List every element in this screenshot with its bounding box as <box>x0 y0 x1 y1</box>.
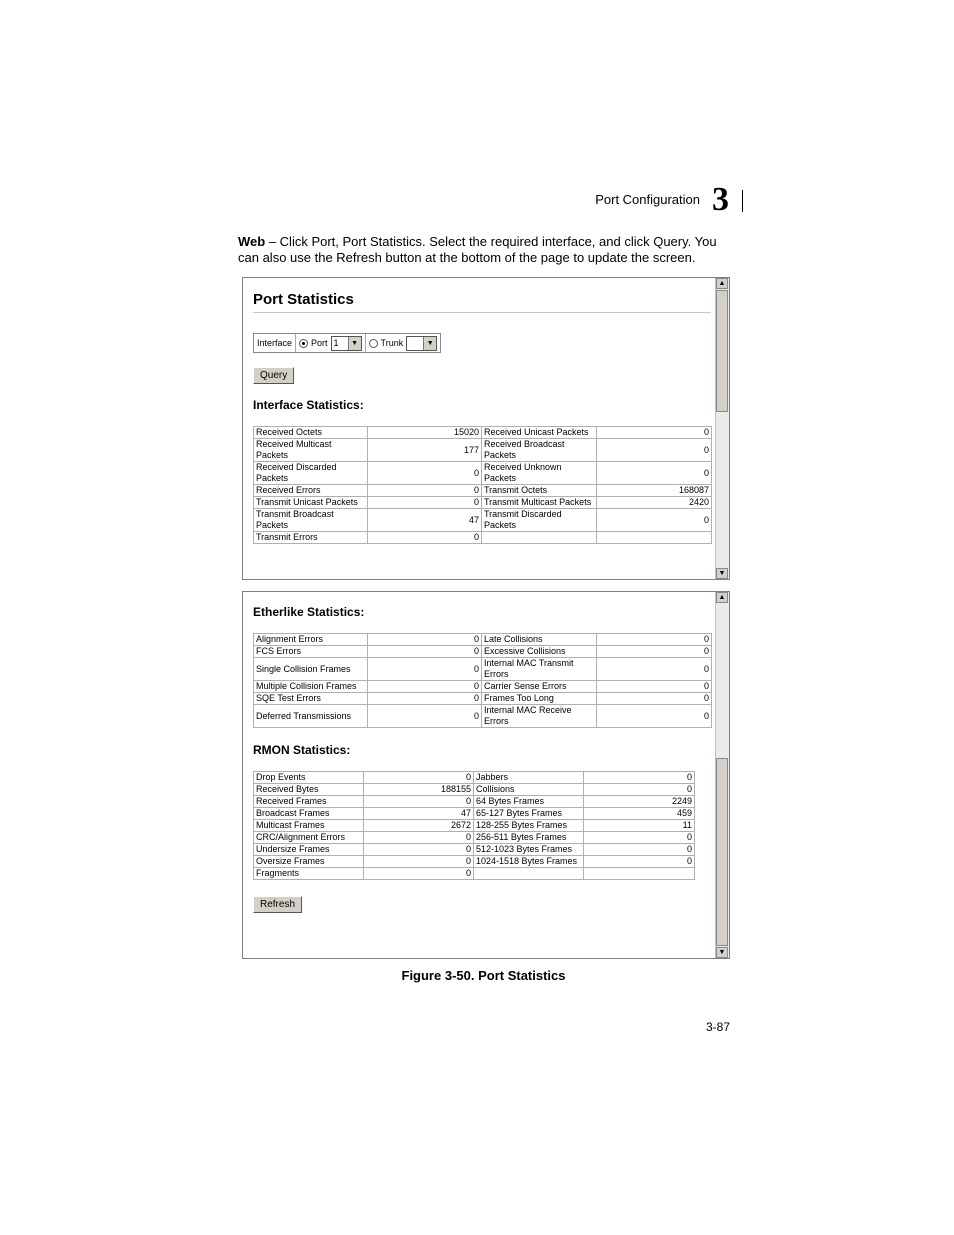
stat-label: Received Unicast Packets <box>482 427 597 439</box>
stat-value: 0 <box>597 681 712 693</box>
intro-paragraph <box>238 234 738 266</box>
stat-value: 0 <box>368 693 482 705</box>
stat-label: Alignment Errors <box>254 634 368 646</box>
stat-label: Received Unknown Packets <box>482 462 597 485</box>
stat-label: Transmit Unicast Packets <box>254 497 368 509</box>
stat-label: 512-1023 Bytes Frames <box>474 844 584 856</box>
interface-stat-row <box>254 509 712 532</box>
chapter-number: 3 <box>712 181 729 218</box>
stat-value: 2249 <box>584 796 695 808</box>
stat-label: Internal MAC Transmit Errors <box>482 658 597 681</box>
stat-label: Internal MAC Receive Errors <box>482 705 597 728</box>
chevron-down-icon: ▼ <box>423 337 436 350</box>
port-radio[interactable] <box>299 339 308 348</box>
stat-value: 2420 <box>597 497 712 509</box>
stat-label: 256-511 Bytes Frames <box>474 832 584 844</box>
stat-label: Transmit Octets <box>482 485 597 497</box>
scroll-down-arrow-icon[interactable]: ▼ <box>716 947 728 958</box>
stat-value: 0 <box>364 844 474 856</box>
stat-value: 0 <box>368 681 482 693</box>
stat-label: Multiple Collision Frames <box>254 681 368 693</box>
stat-label: Transmit Errors <box>254 532 368 544</box>
trunk-select-value <box>407 337 423 350</box>
running-header: Port Configuration <box>595 192 700 207</box>
scroll-thumb[interactable] <box>716 758 728 946</box>
page-number: 3-87 <box>705 1020 730 1034</box>
stat-label: Received Multicast Packets <box>254 439 368 462</box>
chevron-down-icon: ▼ <box>348 337 361 350</box>
stat-label: Late Collisions <box>482 634 597 646</box>
stat-value: 0 <box>368 497 482 509</box>
stat-value: 0 <box>368 646 482 658</box>
scroll-thumb[interactable] <box>716 290 728 412</box>
stat-label <box>482 532 597 544</box>
stat-label: 65-127 Bytes Frames <box>474 808 584 820</box>
stat-label: Received Broadcast Packets <box>482 439 597 462</box>
stat-label: Single Collision Frames <box>254 658 368 681</box>
etherlike-statistics-title: Etherlike Statistics: <box>253 605 365 619</box>
stat-label: Frames Too Long <box>482 693 597 705</box>
stat-value: 168087 <box>597 485 712 497</box>
interface-statistics-title: Interface Statistics: <box>253 398 364 412</box>
port-statistics-panel-bottom <box>242 591 730 959</box>
scroll-up-arrow-icon[interactable]: ▲ <box>716 278 728 289</box>
stat-value: 0 <box>364 856 474 868</box>
stat-value <box>597 532 712 544</box>
stat-value: 0 <box>597 427 712 439</box>
stat-label: Received Bytes <box>254 784 364 796</box>
stat-value <box>584 868 695 880</box>
etherlike-stat-row <box>254 705 712 728</box>
port-select-value: 1 <box>333 337 339 348</box>
stat-label: Received Errors <box>254 485 368 497</box>
stat-label: 1024-1518 Bytes Frames <box>474 856 584 868</box>
stat-label: SQE Test Errors <box>254 693 368 705</box>
rmon-statistics-table <box>253 771 695 880</box>
stat-value: 0 <box>364 796 474 808</box>
interface-stat-row <box>254 532 712 544</box>
stat-value: 0 <box>368 705 482 728</box>
intro-bold: Web <box>238 234 266 249</box>
port-statistics-panel-top <box>242 277 730 580</box>
rmon-stat-row <box>254 820 695 832</box>
stat-value: 0 <box>364 868 474 880</box>
stat-label: Transmit Discarded Packets <box>482 509 597 532</box>
stat-value: 0 <box>584 772 695 784</box>
rmon-stat-row <box>254 796 695 808</box>
etherlike-statistics-table <box>253 633 712 728</box>
scrollbar-bottom-panel[interactable] <box>715 592 729 958</box>
interface-selector <box>253 333 441 353</box>
stat-value: 0 <box>364 832 474 844</box>
interface-stat-row <box>254 497 712 509</box>
etherlike-stat-row <box>254 658 712 681</box>
stat-value: 0 <box>368 462 482 485</box>
stat-value: 2672 <box>364 820 474 832</box>
interface-statistics-table <box>253 426 712 544</box>
etherlike-stat-row <box>254 646 712 658</box>
query-button[interactable]: Query <box>253 367 294 384</box>
stat-label: Received Discarded Packets <box>254 462 368 485</box>
intro-text: – Click Port, Port Statistics. Select the required interface, and click Query. You can also use the Refresh button at the bottom of the page to update the screen. <box>238 234 717 265</box>
stat-value: 0 <box>368 634 482 646</box>
interface-stat-row <box>254 439 712 462</box>
stat-label: Carrier Sense Errors <box>482 681 597 693</box>
stat-value: 0 <box>597 439 712 462</box>
stat-label: 64 Bytes Frames <box>474 796 584 808</box>
trunk-radio-label: Trunk <box>380 338 404 348</box>
stat-label: Transmit Multicast Packets <box>482 497 597 509</box>
stat-value: 188155 <box>364 784 474 796</box>
stat-value: 11 <box>584 820 695 832</box>
stat-label: Collisions <box>474 784 584 796</box>
stat-value: 0 <box>364 772 474 784</box>
rmon-stat-row <box>254 832 695 844</box>
refresh-button[interactable]: Refresh <box>253 896 302 913</box>
stat-label: FCS Errors <box>254 646 368 658</box>
stat-value: 459 <box>584 808 695 820</box>
stat-label: Drop Events <box>254 772 364 784</box>
stat-label: Broadcast Frames <box>254 808 364 820</box>
interface-stat-row <box>254 462 712 485</box>
port-select[interactable] <box>331 336 362 351</box>
stat-value: 177 <box>368 439 482 462</box>
stat-value: 0 <box>597 462 712 485</box>
stat-value: 0 <box>597 705 712 728</box>
stat-value: 0 <box>368 532 482 544</box>
stat-value: 0 <box>368 658 482 681</box>
scrollbar-top-panel[interactable] <box>715 278 729 579</box>
stat-value: 0 <box>597 634 712 646</box>
stat-value: 0 <box>584 784 695 796</box>
rmon-statistics-title: RMON Statistics: <box>253 743 351 757</box>
stat-value: 0 <box>597 658 712 681</box>
stat-label: Multicast Frames <box>254 820 364 832</box>
stat-value: 15020 <box>368 427 482 439</box>
interface-label: Interface <box>254 334 296 352</box>
interface-stat-row <box>254 427 712 439</box>
stat-label: 128-255 Bytes Frames <box>474 820 584 832</box>
stat-label: Fragments <box>254 868 364 880</box>
rmon-stat-row <box>254 868 695 880</box>
etherlike-stat-row <box>254 681 712 693</box>
stat-value: 0 <box>584 832 695 844</box>
chapter-divider <box>742 190 743 212</box>
stat-label: Deferred Transmissions <box>254 705 368 728</box>
stat-label: Undersize Frames <box>254 844 364 856</box>
etherlike-stat-row <box>254 634 712 646</box>
rmon-stat-row <box>254 808 695 820</box>
stat-label: CRC/Alignment Errors <box>254 832 364 844</box>
trunk-radio[interactable] <box>369 339 378 348</box>
stat-label <box>474 868 584 880</box>
stat-value: 47 <box>368 509 482 532</box>
stat-value: 0 <box>584 856 695 868</box>
stat-value: 0 <box>584 844 695 856</box>
stat-value: 0 <box>597 509 712 532</box>
stat-value: 0 <box>597 646 712 658</box>
trunk-select[interactable] <box>406 336 437 351</box>
stat-label: Excessive Collisions <box>482 646 597 658</box>
scroll-down-arrow-icon[interactable]: ▼ <box>716 568 728 579</box>
rmon-stat-row <box>254 772 695 784</box>
interface-stat-row <box>254 485 712 497</box>
rmon-stat-row <box>254 844 695 856</box>
stat-label: Jabbers <box>474 772 584 784</box>
stat-value: 0 <box>597 693 712 705</box>
rmon-stat-row <box>254 856 695 868</box>
stat-label: Transmit Broadcast Packets <box>254 509 368 532</box>
figure-caption: Figure 3-50. Port Statistics <box>401 968 566 983</box>
stat-value: 47 <box>364 808 474 820</box>
port-radio-label: Port <box>311 338 328 348</box>
stat-label: Received Octets <box>254 427 368 439</box>
scroll-up-arrow-icon[interactable]: ▲ <box>716 592 728 603</box>
stat-label: Received Frames <box>254 796 364 808</box>
page-title: Port Statistics <box>253 291 711 313</box>
rmon-stat-row <box>254 784 695 796</box>
stat-value: 0 <box>368 485 482 497</box>
stat-label: Oversize Frames <box>254 856 364 868</box>
etherlike-stat-row <box>254 693 712 705</box>
